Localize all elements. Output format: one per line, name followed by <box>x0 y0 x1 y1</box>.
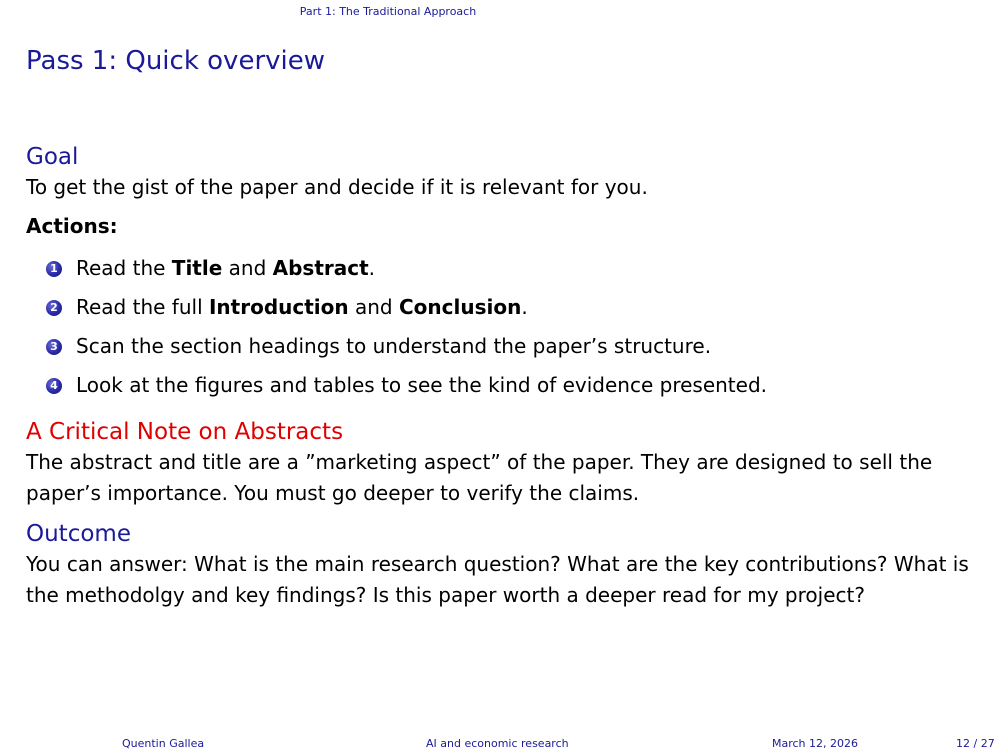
footer <box>0 737 1008 755</box>
list-item-text: Scan the section headings to understand the paper’s structure. <box>76 334 712 358</box>
goal-text: To get the gist of the paper and decide if it is relevant for you. <box>26 175 648 199</box>
actions-label: Actions: <box>26 214 118 238</box>
actions-list <box>26 249 986 405</box>
list-item <box>26 366 986 405</box>
slide-content <box>26 142 986 611</box>
goal-title: Goal <box>26 144 79 170</box>
number-ball-icon: 4 <box>46 378 62 394</box>
number-ball-icon: 1 <box>46 261 62 277</box>
critical-note-title: A Critical Note on Abstracts <box>26 419 344 445</box>
outcome-title: Outcome <box>26 521 131 547</box>
footer-page-number: 12 / 27 <box>956 737 995 750</box>
list-item-text: Look at the figures and tables to see the kind of evidence presented. <box>76 373 768 397</box>
list-item <box>26 288 986 327</box>
footer-date: March 12, 2026 <box>772 737 859 750</box>
footer-author: Quentin Gallea <box>122 737 205 750</box>
outcome-block <box>26 519 986 611</box>
list-item-text: Read the Title and Abstract. <box>76 256 376 280</box>
list-item-text: Read the full Introduction and Conclusion. <box>76 295 528 319</box>
slide-title: Pass 1: Quick overview <box>26 46 325 76</box>
footer-title: AI and economic research <box>426 737 569 750</box>
critical-note-block <box>26 417 986 509</box>
goal-block <box>26 142 986 203</box>
number-ball-icon: 3 <box>46 339 62 355</box>
number-ball-icon: 2 <box>46 300 62 316</box>
critical-note-text: The abstract and title are a ”marketing aspect” of the paper. They are designed to sell the paper’s importance. You must go deeper to verify the claims. <box>26 450 933 505</box>
outcome-text: You can answer: What is the main research question? What are the key contributions? What is the methodolgy and key findings? Is this paper worth a deeper read for my project? <box>26 552 969 607</box>
section-header: Part 1: The Traditional Approach <box>299 5 477 18</box>
list-item <box>26 327 986 366</box>
list-item <box>26 249 986 288</box>
